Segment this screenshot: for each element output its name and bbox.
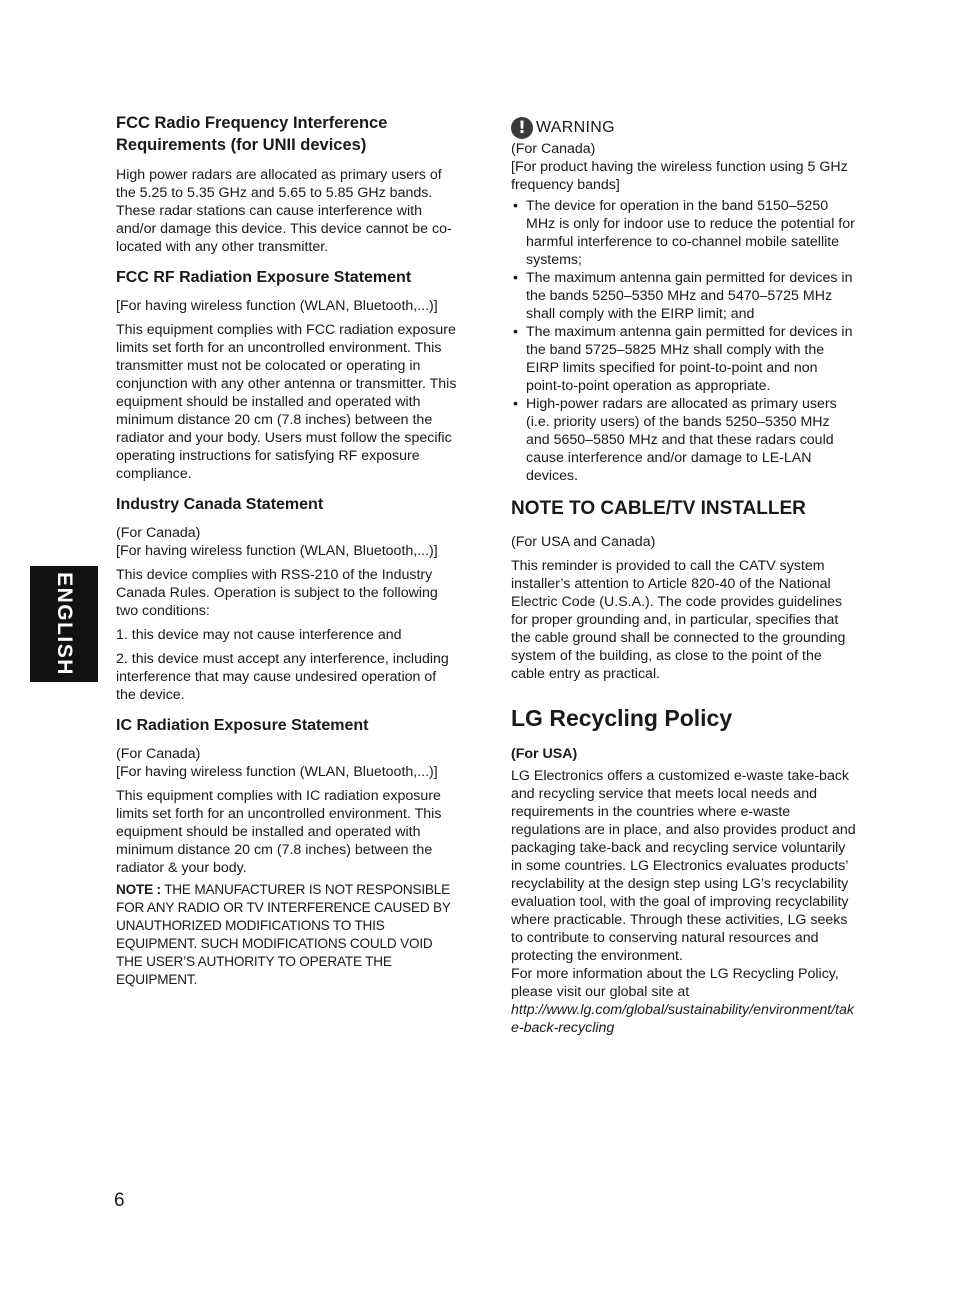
- fcc-unii-heading: FCC Radio Frequency Interference Requirements (for UNII devices): [116, 114, 388, 154]
- page-number: 6: [114, 1190, 125, 1211]
- industry-canada-condition: [For having wireless function (WLAN, Bluetooth,...)]: [116, 543, 438, 559]
- warning-list: [511, 197, 856, 485]
- warning-region: (For Canada): [511, 141, 596, 157]
- note-label: NOTE :: [116, 882, 161, 897]
- fcc-unii-body: High power radars are allocated as primary users of the 5.25 to 5.35 GHz and 5.65 to 5.85 GHz bands. These radar stations can cause interference with and/or damage this device. This device cannot be co-located with any other transmitter.: [116, 167, 452, 255]
- fcc-rf-heading: FCC RF Radiation Exposure Statement: [116, 269, 412, 286]
- note-text: THE MANUFACTURER IS NOT RESPONSIBLE FOR ANY RADIO OR TV INTERFERENCE CAUSED BY UNAUTHORIZED MODIFICATIONS TO THIS EQUIPMENT. SUCH MODIFICATIONS COULD VOID THE USER’S AUTHORITY TO OPERATE THE EQUIPMENT.: [116, 882, 451, 987]
- fcc-unii-section: [116, 112, 458, 256]
- industry-canada-heading: Industry Canada Statement: [116, 496, 324, 513]
- list-item: • The maximum antenna gain permitted for devices in the bands 5250–5350 MHz and 5470–5725 MHz shall comply with the EIRP limit; and: [511, 269, 856, 323]
- recycling-more-info: For more information about the LG Recycling Policy, please visit our global site at: [511, 966, 839, 1000]
- warning-header: [511, 116, 856, 140]
- language-tab-label: ENGLISH: [53, 572, 76, 676]
- industry-canada-item-2: 2. this device must accept any interference, including interference that may cause undesired operation of the device.: [116, 651, 449, 703]
- list-item: • The maximum antenna gain permitted for devices in the band 5725–5825 MHz shall comply with the EIRP limits specified for point-to-point and non point-to-point operation as appropriate.: [511, 323, 856, 395]
- ic-radiation-region: (For Canada): [116, 746, 201, 762]
- list-item: • High-power radars are allocated as primary users (i.e. priority users) of the bands 5250–5350 MHz and 5650–5850 MHz and that these radars could cause interference and/or damage to LE-LAN devices.: [511, 395, 856, 485]
- catv-region: (For USA and Canada): [511, 534, 656, 550]
- recycling-body: LG Electronics offers a customized e-waste take-back and recycling service that meets local needs and requirements in the countries where e-waste regulations are in place, and also provides product and packaging take-back and recycling service voluntarily in some countries. LG Electronics evaluates products’ recyclability at the design step using LG’s recyclability evaluation tool, with the goal of improving recyclability where practicable. Through these activities, LG seeks to contribute to conserving natural resources and protecting the environment.: [511, 768, 856, 964]
- industry-canada-item-1: 1. this device may not cause interference and: [116, 627, 402, 643]
- warning-label: WARNING: [536, 119, 615, 136]
- language-tab: [30, 566, 98, 682]
- ic-radiation-note: [116, 881, 458, 989]
- ic-radiation-section: [116, 716, 458, 989]
- catv-body: This reminder is provided to call the CATV system installer’s attention to Article 820-40 of the National Electric Code (U.S.A.). The code provides guidelines for proper grounding and, in particular, specifies that the cable ground shall be connected to the grounding system of the building, as close to the point of the cable entry as practical.: [511, 558, 846, 682]
- left-column: [116, 112, 458, 989]
- ic-radiation-condition: [For having wireless function (WLAN, Bluetooth,...)]: [116, 764, 438, 780]
- catv-section: [511, 497, 856, 683]
- industry-canada-section: [116, 495, 458, 704]
- catv-heading: NOTE TO CABLE/TV INSTALLER: [511, 498, 806, 519]
- recycling-subheading: (For USA): [511, 746, 578, 762]
- fcc-rf-body: This equipment complies with FCC radiation exposure limits set forth for an uncontrolled environment. This transmitter must not be colocated or operating in conjunction with any other antenna or transmitter. This equipment should be installed and operated with minimum distance 20 cm (7.8 inches) between the radiator and your body. Users must follow the specific operating instructions for satisfying RF exposure compliance.: [116, 322, 457, 482]
- recycling-section: [511, 703, 856, 1037]
- ic-radiation-heading: IC Radiation Exposure Statement: [116, 717, 369, 734]
- fcc-rf-section: [116, 268, 458, 483]
- right-column: [511, 112, 856, 1037]
- industry-canada-region: (For Canada): [116, 525, 201, 541]
- exclamation-icon: !: [511, 117, 533, 139]
- ic-radiation-body: This equipment complies with IC radiation exposure limits set forth for an uncontrolled environment. This equipment should be installed and operated with minimum distance 20 cm (7.8 inches) between the radiator & your body.: [116, 788, 442, 876]
- recycling-url-link[interactable]: http://www.lg.com/global/sustainability/environment/take-back-recycling: [511, 1002, 855, 1036]
- industry-canada-body: This device complies with RSS-210 of the Industry Canada Rules. Operation is subject to the following two conditions:: [116, 567, 438, 619]
- recycling-heading: LG Recycling Policy: [511, 705, 733, 731]
- list-item: • The device for operation in the band 5150–5250 MHz is only for indoor use to reduce the potential for harmful interference to co-channel mobile satellite systems;: [511, 197, 856, 269]
- fcc-rf-condition: [For having wireless function (WLAN, Bluetooth,...)]: [116, 298, 438, 314]
- warning-condition: [For product having the wireless function using 5 GHz frequency bands]: [511, 159, 848, 193]
- warning-section: [511, 116, 856, 485]
